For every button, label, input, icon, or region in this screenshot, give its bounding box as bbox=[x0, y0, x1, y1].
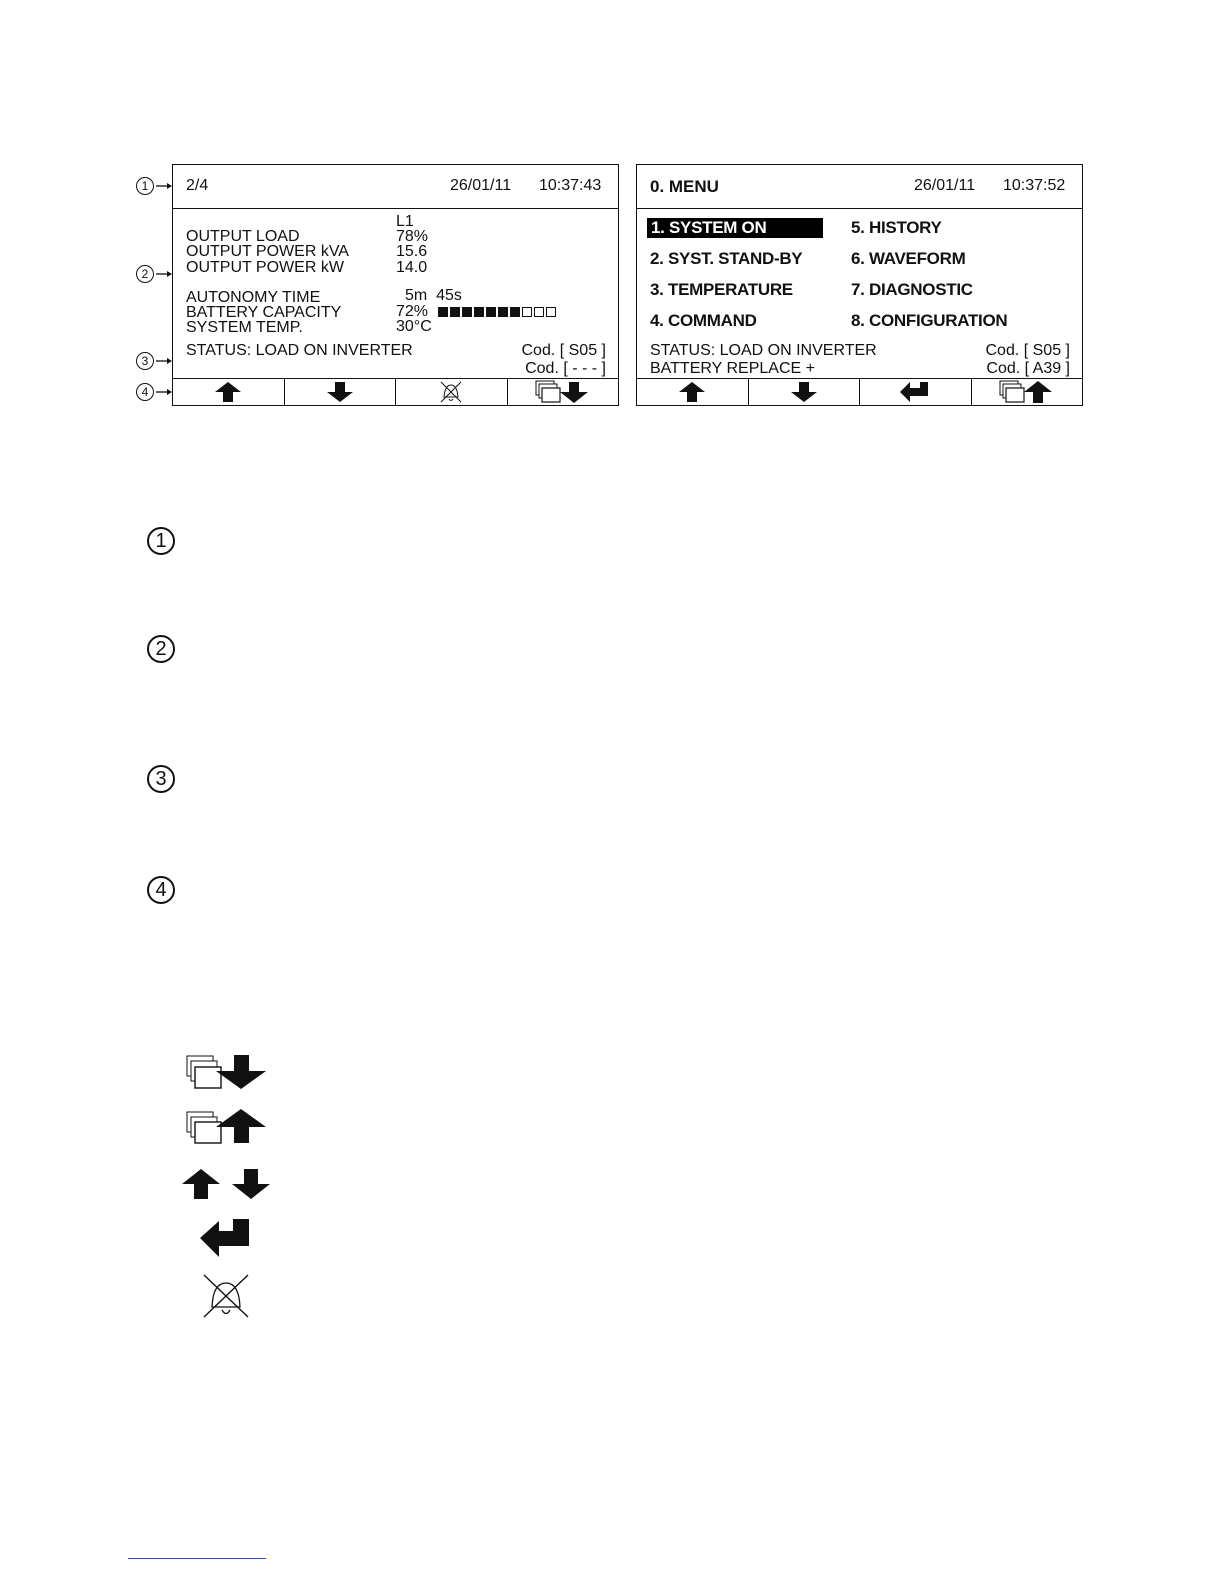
section-marker-4: 4 bbox=[147, 876, 175, 904]
status-bar bbox=[173, 338, 618, 379]
row-value: 30°C bbox=[396, 318, 432, 335]
callout-2: 2 bbox=[136, 265, 172, 283]
enter-icon bbox=[200, 1218, 250, 1258]
status-code-1: Cod. [ S05 ] bbox=[521, 342, 606, 359]
battery-block-filled bbox=[450, 307, 460, 317]
page-down-icon bbox=[186, 1054, 268, 1090]
battery-block-empty bbox=[522, 307, 532, 317]
battery-block-filled bbox=[486, 307, 496, 317]
page-up-icon bbox=[999, 380, 1055, 404]
menu-item-waveform[interactable]: 6. WAVEFORM bbox=[851, 249, 966, 268]
panel-header bbox=[637, 165, 1082, 209]
display-panel-measurements bbox=[172, 164, 619, 406]
menu-item-temperature[interactable]: 3. TEMPERATURE bbox=[650, 280, 793, 299]
menu-item-history[interactable]: 5. HISTORY bbox=[851, 218, 942, 237]
footnote-separator bbox=[128, 1558, 266, 1559]
alarm-mute-icon bbox=[439, 381, 463, 403]
softkey-row bbox=[637, 379, 1082, 405]
battery-block-filled bbox=[510, 307, 520, 317]
arrow-right-icon bbox=[156, 270, 172, 278]
row-label: BATTERY CAPACITY bbox=[186, 304, 342, 321]
battery-block-filled bbox=[462, 307, 472, 317]
page-down-icon bbox=[535, 380, 591, 404]
panel-header bbox=[173, 165, 618, 209]
status-code-1: Cod. [ S05 ] bbox=[985, 342, 1070, 359]
display-panel-menu bbox=[636, 164, 1083, 406]
arrow-right-icon bbox=[156, 182, 172, 190]
menu-item-diagnostic[interactable]: 7. DIAGNOSTIC bbox=[851, 280, 973, 299]
softkey-mute-button[interactable] bbox=[396, 379, 508, 405]
header-time: 10:37:52 bbox=[1003, 177, 1066, 194]
row-label: AUTONOMY TIME bbox=[186, 289, 321, 306]
status-bar bbox=[637, 338, 1082, 379]
callout-1: 1 bbox=[136, 177, 172, 195]
softkey-down-button[interactable] bbox=[285, 379, 397, 405]
battery-block-filled bbox=[438, 307, 448, 317]
row-value: 15.6 bbox=[396, 243, 428, 260]
callout-3: 3 bbox=[136, 352, 172, 370]
row-value: 14.0 bbox=[396, 259, 428, 276]
softkey-page-down-button[interactable] bbox=[508, 379, 619, 405]
menu-item-system-on[interactable]: 1. SYSTEM ON bbox=[647, 218, 823, 238]
row-label: OUTPUT POWER kW bbox=[186, 259, 344, 276]
row-value: 78% bbox=[396, 228, 429, 245]
row-label: OUTPUT LOAD bbox=[186, 228, 300, 245]
header-date: 26/01/11 bbox=[450, 177, 512, 194]
arrow-up-icon bbox=[679, 382, 705, 402]
status-text: STATUS: LOAD ON INVERTER bbox=[186, 342, 413, 359]
section-marker-2: 2 bbox=[147, 635, 175, 663]
section-marker-1: 1 bbox=[147, 527, 175, 555]
arrow-right-icon bbox=[156, 357, 172, 365]
softkey-page-up-button[interactable] bbox=[972, 379, 1083, 405]
status-text: STATUS: LOAD ON INVERTER bbox=[650, 342, 877, 359]
softkey-up-button[interactable] bbox=[637, 379, 749, 405]
battery-level-bar bbox=[438, 307, 556, 317]
page-up-icon bbox=[186, 1108, 268, 1144]
section-marker-3: 3 bbox=[147, 765, 175, 793]
arrow-down-icon bbox=[791, 382, 817, 402]
row-value: 72% bbox=[396, 303, 429, 320]
softkey-up-button[interactable] bbox=[173, 379, 285, 405]
arrows-up-down-icon bbox=[182, 1168, 270, 1200]
header-time: 10:37:43 bbox=[539, 177, 602, 194]
menu-title: 0. MENU bbox=[650, 177, 719, 196]
battery-block-filled bbox=[498, 307, 508, 317]
row-value: 5m 45s bbox=[405, 287, 462, 304]
battery-block-filled bbox=[474, 307, 484, 317]
arrow-up-icon bbox=[215, 382, 241, 402]
menu-item-configuration[interactable]: 8. CONFIGURATION bbox=[851, 311, 1008, 330]
row-label: OUTPUT POWER kVA bbox=[186, 243, 349, 260]
softkey-row bbox=[173, 379, 618, 405]
battery-block-empty bbox=[546, 307, 556, 317]
softkey-enter-button[interactable] bbox=[860, 379, 972, 405]
callout-4: 4 bbox=[136, 383, 172, 401]
arrow-right-icon bbox=[156, 388, 172, 396]
enter-icon bbox=[900, 382, 930, 402]
page-indicator: 2/4 bbox=[186, 177, 209, 194]
arrow-down-icon bbox=[327, 382, 353, 402]
alarm-mute-icon bbox=[202, 1273, 250, 1319]
column-header-l1: L1 bbox=[396, 213, 414, 230]
menu-item-command[interactable]: 4. COMMAND bbox=[650, 311, 757, 330]
menu-item-stand-by[interactable]: 2. SYST. STAND-BY bbox=[650, 249, 803, 268]
status-code-2: Cod. [ - - - ] bbox=[525, 360, 606, 377]
header-date: 26/01/11 bbox=[914, 177, 976, 194]
softkey-down-button[interactable] bbox=[749, 379, 861, 405]
status-text-2: BATTERY REPLACE + bbox=[650, 360, 815, 377]
row-label: SYSTEM TEMP. bbox=[186, 319, 303, 336]
battery-block-empty bbox=[534, 307, 544, 317]
status-code-2: Cod. [ A39 ] bbox=[986, 360, 1070, 377]
